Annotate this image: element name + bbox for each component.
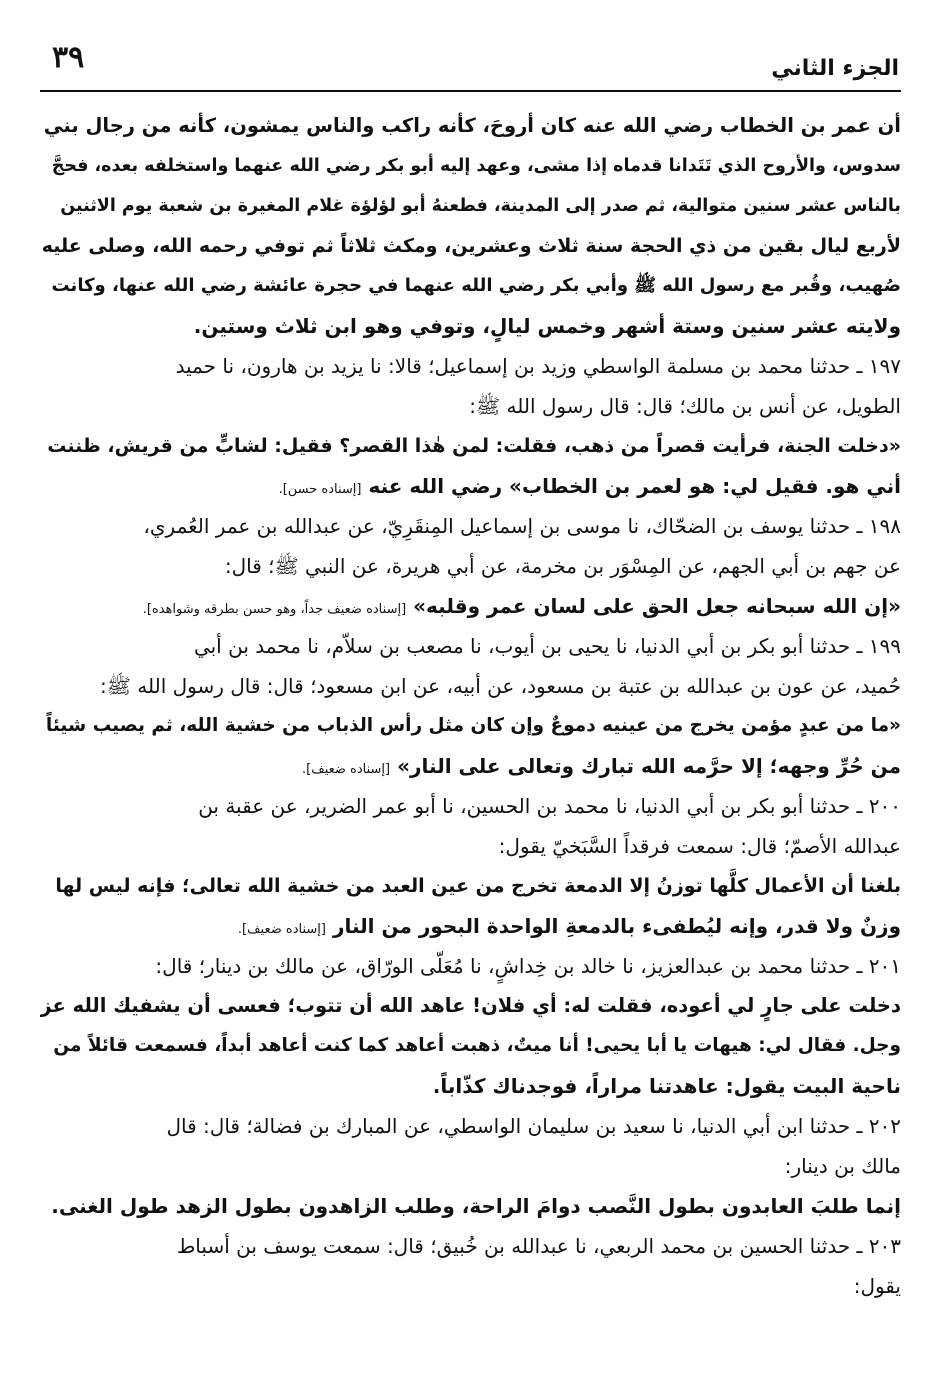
- line-text: مالك بن دينار:: [784, 1154, 901, 1178]
- text-line: [40, 346, 901, 386]
- line-text: من حُرِّ وجهه؛ إلا حرَّمه الله تبارك وتعالى على النار»: [397, 754, 901, 778]
- line-text: أن عمر بن الخطاب رضي الله عنه كان أروحَ، كأنه راكب والناس يمشون، كأنه من رجال بني: [43, 114, 901, 137]
- text-line: [40, 306, 901, 346]
- text-line: [40, 906, 901, 946]
- line-text: بالناس عشر سنين متوالية، ثم صدر إلى المدينة، فطعنهُ أبو لؤلؤة غلام المغيرة بن شعبة يوم الاثنين: [60, 196, 901, 216]
- isnad-grade: [إسناده حسن].: [278, 482, 362, 497]
- isnad-grade: [إسناده ضعيف].: [237, 922, 326, 937]
- text-line: [40, 706, 901, 746]
- text-line: [40, 386, 901, 426]
- text-line: [40, 1146, 901, 1186]
- line-text: سدوس، والأروح الذي تَتَدانا قدماه إذا مشى، وعهد إليه أبو بكر رضي الله عنهما واستخلفه بعده، فحجَّ: [51, 156, 901, 176]
- text-line: [40, 466, 901, 506]
- text-line: [40, 946, 901, 986]
- text-line: [40, 1066, 901, 1106]
- text-line: [40, 106, 901, 146]
- line-text: ٢٠١ ـ حدثنا محمد بن عبدالعزيز، نا خالد بن خِداشٍ، نا مُعَلّى الورّاق، عن مالك بن دينار؛ قال:: [155, 954, 901, 978]
- text-line: [40, 146, 901, 186]
- text-line: [40, 866, 901, 906]
- text-line: [40, 586, 901, 626]
- line-text: وزنٌ ولا قدر، وإنه ليُطفىء بالدمعةِ الواحدة البحور من النار: [332, 914, 901, 938]
- page-header: [40, 38, 901, 92]
- line-text: «دخلت الجنة، فرأيت قصراً من ذهب، فقلت: لمن هٰذا القصر؟ فقيل: لشابٍّ من قريش، ظننت: [47, 435, 901, 457]
- text-line: [40, 186, 901, 226]
- line-text: ٢٠٠ ـ حدثنا أبو بكر بن أبي الدنيا، نا محمد بن الحسين، نا أبو عمر الضرير، عن عقبة بن: [198, 794, 901, 818]
- line-text: بلغنا أن الأعمال كلَّها توزنُ إلا الدمعة تخرج من عين العبد من خشية الله تعالى؛ فإنه ليس لها: [55, 875, 901, 897]
- text-line: [40, 1186, 901, 1226]
- line-text: يقول:: [853, 1274, 901, 1298]
- text-line: [40, 226, 901, 266]
- line-text: إنما طلبَ العابدون بطول النَّصب دوامَ الراحة، وطلب الزاهدون بطول الزهد طول الغنى.: [51, 1194, 901, 1218]
- text-line: [40, 1226, 901, 1266]
- text-line: [40, 1026, 901, 1066]
- line-text: أني هو. فقيل لي: هو لعمر بن الخطاب» رضي الله عنه: [368, 474, 901, 498]
- text-line: [40, 746, 901, 786]
- text-line: [40, 986, 901, 1026]
- line-text: ٢٠٣ ـ حدثنا الحسين بن محمد الربعي، نا عبدالله بن خُبيق؛ قال: سمعت يوسف بن أسباط: [176, 1234, 901, 1258]
- text-line: [40, 626, 901, 666]
- page-body: [40, 106, 901, 1306]
- text-line: [40, 1266, 901, 1306]
- running-head: الجزء الثاني: [771, 56, 899, 81]
- text-line: [40, 666, 901, 706]
- line-text: ٢٠٢ ـ حدثنا ابن أبي الدنيا، نا سعيد بن سليمان الواسطي، عن المبارك بن فضالة؛ قال: قال: [166, 1114, 901, 1138]
- isnad-grade: [إسناده ضعيف جداً، وهو حسن بطرقه وشواهده].: [142, 602, 407, 617]
- isnad-grade: [إسناده ضعيف].: [302, 762, 391, 777]
- text-line: [40, 1106, 901, 1146]
- line-text: صُهيب، وقُبر مع رسول الله ﷺ وأبي بكر رضي الله عنهما في حجرة عائشة رضي الله عنها، وكانت: [51, 275, 901, 296]
- text-line: [40, 546, 901, 586]
- line-text: ناحية البيت يقول: عاهدتنا مراراً، فوجدناك كذّاباً.: [432, 1074, 901, 1098]
- line-text: حُميد، عن عون بن عبدالله بن عتبة بن مسعود، عن أبيه، عن ابن مسعود؛ قال: قال رسول الله ﷺ:: [100, 674, 901, 698]
- text-line: [40, 426, 901, 466]
- line-text: ١٩٧ ـ حدثنا محمد بن مسلمة الواسطي وزيد بن إسماعيل؛ قالا: نا يزيد بن هارون، نا حميد: [175, 354, 901, 378]
- line-text: ١٩٨ ـ حدثنا يوسف بن الضحّاك، نا موسى بن إسماعيل المِنقَرِيّ، عن عبدالله بن عمر العُمري،: [143, 514, 901, 538]
- line-text: الطويل، عن أنس بن مالك؛ قال: قال رسول الله ﷺ:: [469, 394, 901, 418]
- line-text: ١٩٩ ـ حدثنا أبو بكر بن أبي الدنيا، نا يحيى بن أيوب، نا مصعب بن سلاّم، نا محمد بن أبي: [193, 634, 901, 658]
- text-line: [40, 786, 901, 826]
- page-number: ٣٩: [52, 40, 85, 75]
- line-text: وجل. فقال لي: هيهات يا أبا يحيى! أنا ميتٌ، ذهبت أعاهد كما كنت أعاهد أبداً، فسمعت قائلاً من: [53, 1035, 901, 1056]
- line-text: عن جهم بن أبي الجهم، عن المِسْوَر بن مخرمة، عن أبي هريرة، عن النبي ﷺ؛ قال:: [224, 554, 901, 578]
- line-text: لأربع ليال بقين من ذي الحجة سنة ثلاث وعشرين، ومكث ثلاثاً ثم توفي رحمه الله، وصلى عليه: [41, 235, 901, 257]
- text-line: [40, 826, 901, 866]
- line-text: عبدالله الأصمّ؛ قال: سمعت فرقداً السَّبَخيّ يقول:: [498, 834, 901, 858]
- line-text: «إن الله سبحانه جعل الحق على لسان عمر وقلبه»: [413, 594, 901, 618]
- text-line: [40, 506, 901, 546]
- line-text: «ما من عبدٍ مؤمن يخرج من عينيه دموعٌ وإن كان مثل رأس الذباب من خشية الله، ثم يصيب شيئاً: [45, 715, 901, 736]
- text-line: [40, 266, 901, 306]
- line-text: دخلت على جارٍ لي أعوده، فقلت له: أي فلان! عاهد الله أن تتوب؛ فعسى أن يشفيك الله عز: [40, 994, 901, 1017]
- line-text: ولايته عشر سنين وستة أشهر وخمس ليالٍ، وتوفي وهو ابن ثلاث وستين.: [193, 314, 901, 338]
